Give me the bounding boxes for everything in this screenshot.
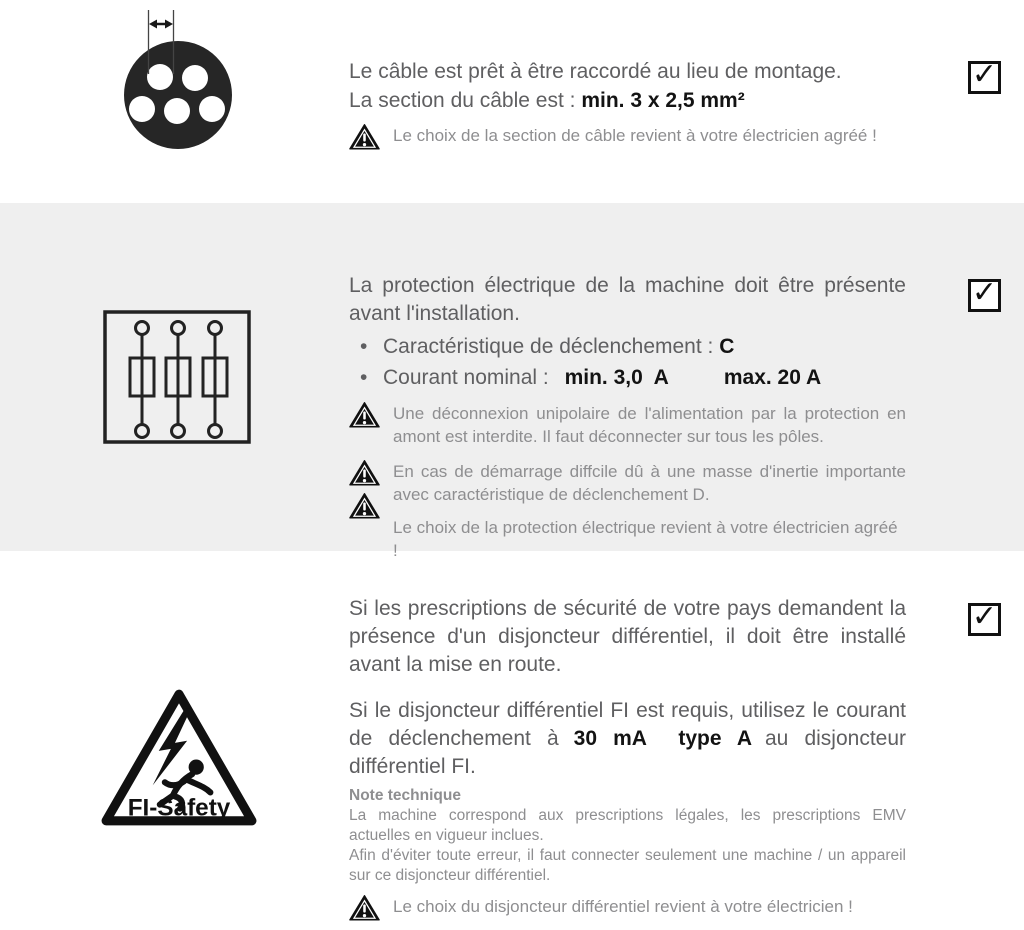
protection-warning-row-1: [349, 400, 906, 448]
check-mark: ✓: [971, 275, 998, 309]
fi-warning-row: [349, 893, 906, 922]
checkbox-cable-ready[interactable]: [968, 57, 1001, 94]
cable-section-line: [349, 86, 906, 115]
nominal-current-max: max. 20 A: [723, 366, 822, 389]
protection-warning-row-3: [349, 514, 906, 562]
electrician-choice-warning: Le choix de la protection électrique revient à votre électricien agréé !: [393, 518, 898, 560]
cable-cross-section-icon: [122, 6, 252, 168]
cable-warning-text: Le choix de la section de câble revient à votre électricien agréé !: [393, 126, 877, 145]
warning-triangle-icon: [349, 492, 380, 520]
bullet-nominal-current: [349, 363, 906, 392]
trip-characteristic-value: C: [719, 335, 735, 358]
cable-section-text: [349, 57, 906, 151]
circuit-breaker-icon: [103, 310, 251, 444]
cable-section-label: La section du câble est :: [349, 89, 582, 112]
fi-current-seg3: au disjoncteur différentiel FI.: [349, 727, 907, 778]
nominal-current-min: min. 3,0 A: [564, 366, 669, 389]
cable-ready-line: Le câble est prêt à être raccordé au lieu de montage.: [349, 60, 842, 83]
protection-paragraph: La protection électrique de la machine doit être présente avant l'installation.: [349, 274, 906, 325]
warning-triangle-icon: [349, 401, 380, 429]
cable-section-value: min. 3 x 2,5 mm²: [581, 89, 745, 112]
fi-current-paragraph: [349, 697, 906, 781]
fi-safety-icon: [98, 686, 260, 830]
fi-required-paragraph: Si les prescriptions de sécurité de votre pays demandent la présence d'un disjoncteur différentiel, il doit être installé avant la mise en route.: [349, 597, 906, 676]
protection-section-text: [349, 272, 906, 562]
technical-note-line-1: La machine correspond aux prescriptions légales, les prescriptions EMV actuelles en vigueur inclues.: [349, 807, 906, 844]
check-mark: ✓: [971, 599, 998, 633]
bullet-icon: •: [360, 335, 368, 358]
warning-triangle-icon: [349, 894, 380, 922]
checkbox-protection-present[interactable]: [968, 275, 1001, 312]
bullet-trip-characteristic: [349, 332, 906, 361]
technical-note-title: Note technique: [349, 787, 461, 804]
fi-current-value: 30 mA type A: [573, 727, 752, 750]
warning-triangle-icon: [349, 459, 380, 487]
nominal-current-label: Courant nominal :: [383, 366, 555, 389]
cable-warning-row: [349, 122, 906, 151]
check-mark: ✓: [971, 57, 998, 91]
trip-characteristic-label: Caractéristique de déclenchement :: [383, 335, 720, 358]
technical-note: [349, 786, 906, 886]
checkbox-fi-breaker[interactable]: [968, 599, 1001, 636]
technical-note-line-2: Afin d'éviter toute erreur, il faut connecter seulement une machine / un appareil sur ce disjoncteur différentiel.: [349, 847, 906, 884]
fi-section-text: [349, 595, 906, 922]
fi-current-seg1: Si le disjoncteur différentiel FI est requis, utilisez le courant de déclenchement à: [349, 699, 906, 750]
protection-warning-row-2: [349, 458, 906, 506]
bullet-icon: •: [360, 366, 368, 389]
warning-triangle-icon: [349, 123, 380, 151]
hard-start-warning: En cas de démarrage diffcile dû à une masse d'inertie importante avec caractéristique de déclenchement D.: [393, 462, 906, 504]
unipolar-disconnect-warning: Une déconnexion unipolaire de l'alimentation par la protection en amont est interdite. Il faut déconnecter sur tous les pôles.: [393, 404, 906, 446]
fi-safety-label: FI-Safety: [127, 794, 231, 822]
bullet-text: [383, 332, 906, 361]
fi-choice-warning: Le choix du disjoncteur différentiel revient à votre électricien !: [393, 897, 853, 916]
bullet-text: [383, 363, 906, 392]
